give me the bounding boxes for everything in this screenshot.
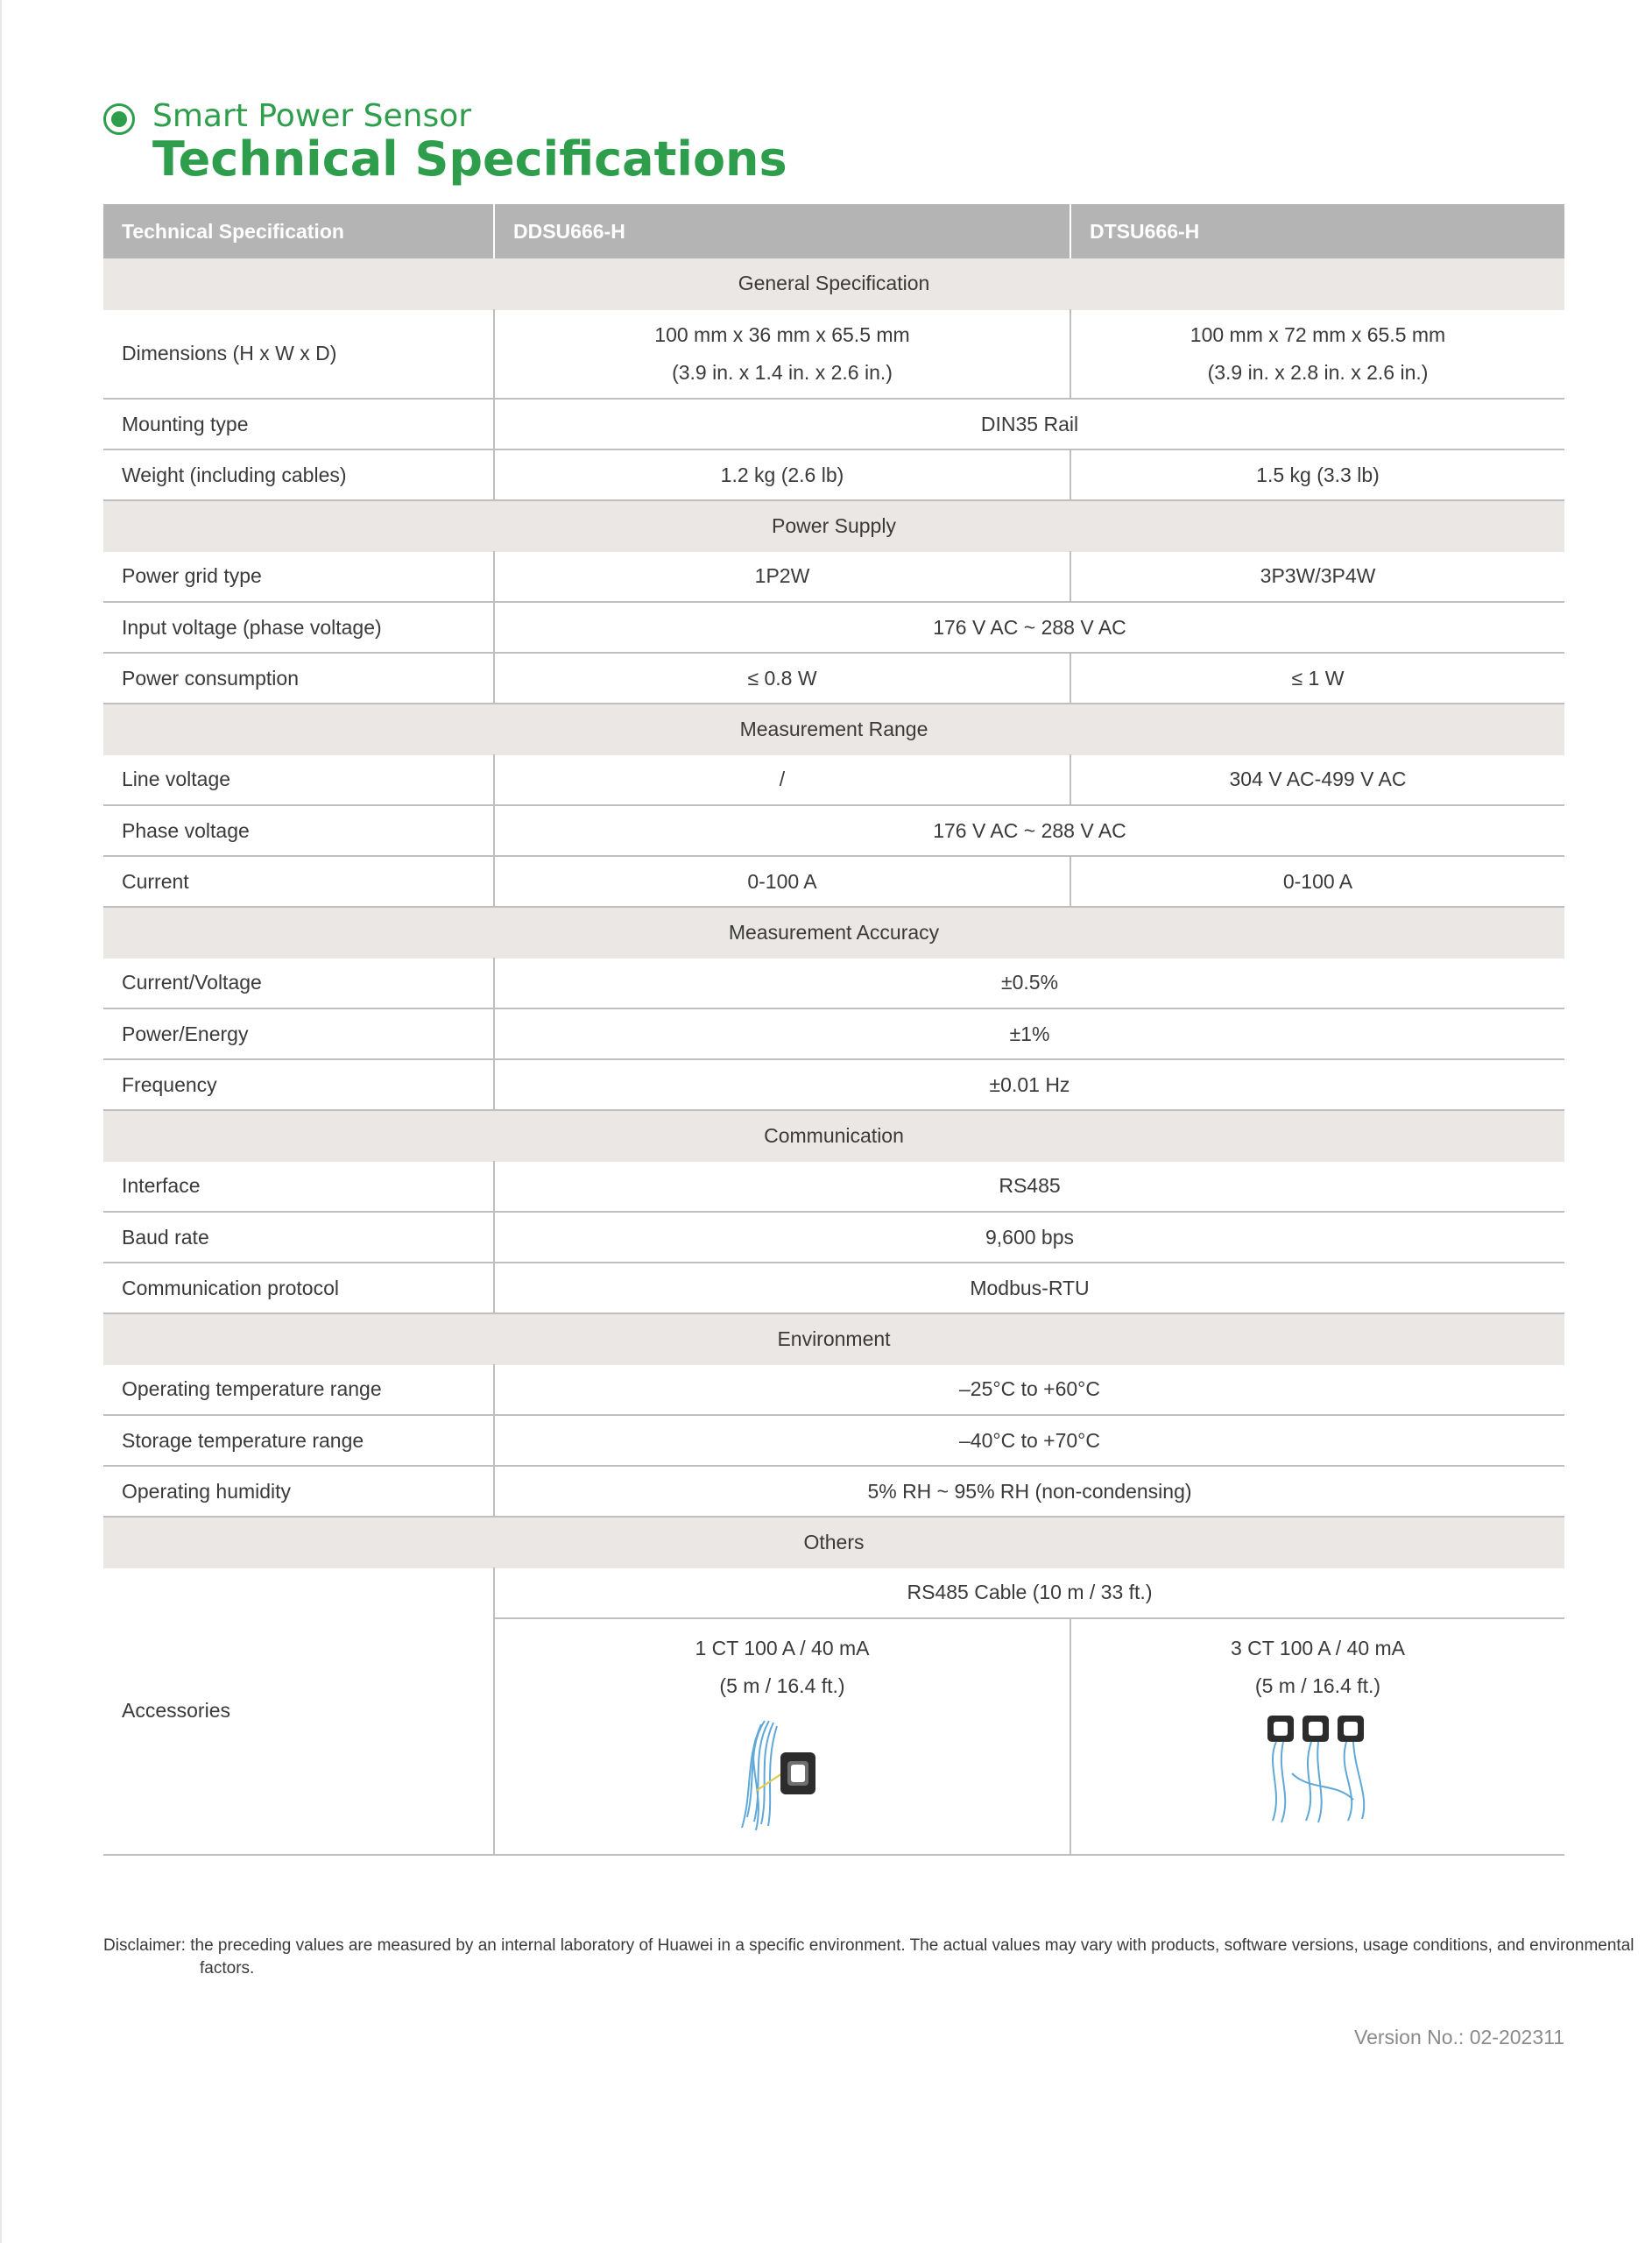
row-label: Weight (including cables)	[103, 449, 494, 500]
cell-value: 176 V AC ~ 288 V AC	[494, 602, 1564, 653]
table-row	[103, 449, 1564, 500]
section-title: Environment	[103, 1313, 1564, 1364]
row-label: Power grid type	[103, 551, 494, 602]
section-row	[103, 907, 1564, 958]
row-label: Storage temperature range	[103, 1415, 494, 1466]
table-row	[103, 309, 1564, 399]
table-row	[103, 754, 1564, 805]
row-label: Baud rate	[103, 1212, 494, 1263]
cell-value: –25°C to +60°C	[494, 1364, 1564, 1415]
cell-value: RS485 Cable (10 m / 33 ft.)	[494, 1567, 1564, 1618]
cell-value: /	[494, 754, 1070, 805]
row-label: Operating humidity	[103, 1466, 494, 1517]
cell-value: ±0.01 Hz	[494, 1059, 1564, 1110]
row-label: Mounting type	[103, 399, 494, 449]
table-row	[103, 1263, 1564, 1313]
table-row	[103, 399, 1564, 449]
row-label: Current	[103, 856, 494, 907]
row-label: Power/Energy	[103, 1008, 494, 1059]
column-header: DTSU666-H	[1070, 204, 1564, 258]
section-row	[103, 1313, 1564, 1364]
cell-value: ≤ 0.8 W	[494, 653, 1070, 704]
cell-value: 100 mm x 36 mm x 65.5 mm (3.9 in. x 1.4 in. x 2.6 in.)	[494, 309, 1070, 399]
table-row	[103, 653, 1564, 704]
cell-value: ≤ 1 W	[1070, 653, 1564, 704]
cell-value: 3 CT 100 A / 40 mA (5 m / 16.4 ft.)	[1070, 1618, 1564, 1855]
cell-value: 304 V AC-499 V AC	[1070, 754, 1564, 805]
disclaimer: Disclaimer: the preceding values are measured by an internal laboratory of Huawei in a specific environment. The actual values may vary with products, software versions, usage conditions, and environmental factors.	[103, 1936, 1634, 1978]
brand-circle-icon	[103, 103, 135, 135]
table-row	[103, 551, 1564, 602]
version-number: Version No.: 02-202311	[1354, 2026, 1564, 2048]
row-label: Accessories	[103, 1567, 494, 1855]
cell-value: RS485	[494, 1161, 1564, 1212]
section-title: Communication	[103, 1110, 1564, 1161]
table-row	[103, 1161, 1564, 1212]
table-row	[103, 958, 1564, 1008]
table-row	[103, 1008, 1564, 1059]
page-subtitle: Smart Power Sensor	[152, 98, 472, 134]
section-row	[103, 1110, 1564, 1161]
section-title: Measurement Range	[103, 704, 1564, 754]
row-label: Communication protocol	[103, 1263, 494, 1313]
table-row	[103, 805, 1564, 856]
table-row	[103, 856, 1564, 907]
row-label: Frequency	[103, 1059, 494, 1110]
cell-value: –40°C to +70°C	[494, 1415, 1564, 1466]
row-label: Current/Voltage	[103, 958, 494, 1008]
single-ct-clamp-image	[730, 1712, 835, 1835]
cell-value: 1 CT 100 A / 40 mA (5 m / 16.4 ft.)	[494, 1618, 1070, 1855]
cell-value: DIN35 Rail	[494, 399, 1564, 449]
cell-value: 1.5 kg (3.3 lb)	[1070, 449, 1564, 500]
column-header: DDSU666-H	[494, 204, 1070, 258]
cell-value: 1P2W	[494, 551, 1070, 602]
cell-value: 0-100 A	[494, 856, 1070, 907]
section-title: Others	[103, 1517, 1564, 1567]
column-header: Technical Specification	[103, 204, 494, 258]
table-row	[103, 1059, 1564, 1110]
table-row	[103, 1466, 1564, 1517]
table-row	[103, 1567, 1564, 1618]
row-label: Power consumption	[103, 653, 494, 704]
section-row	[103, 704, 1564, 754]
section-title: General Specification	[103, 258, 1564, 309]
cell-value: 5% RH ~ 95% RH (non-condensing)	[494, 1466, 1564, 1517]
row-label: Interface	[103, 1161, 494, 1212]
section-title: Measurement Accuracy	[103, 907, 1564, 958]
table-header-row	[103, 204, 1564, 258]
page-title: Technical Specifications	[152, 131, 787, 187]
table-row	[103, 1212, 1564, 1263]
cell-value: 0-100 A	[1070, 856, 1564, 907]
section-row	[103, 500, 1564, 551]
table-row	[103, 602, 1564, 653]
cell-value: ±0.5%	[494, 958, 1564, 1008]
cell-value: 176 V AC ~ 288 V AC	[494, 805, 1564, 856]
cell-value: 9,600 bps	[494, 1212, 1564, 1263]
row-label: Operating temperature range	[103, 1364, 494, 1415]
page-edge	[0, 0, 2, 2243]
cell-value: 1.2 kg (2.6 lb)	[494, 449, 1070, 500]
section-row	[103, 258, 1564, 309]
section-row	[103, 1517, 1564, 1567]
cell-value: 100 mm x 72 mm x 65.5 mm (3.9 in. x 2.8 in. x 2.6 in.)	[1070, 309, 1564, 399]
cell-value: Modbus-RTU	[494, 1263, 1564, 1313]
table-row	[103, 1364, 1564, 1415]
row-label: Dimensions (H x W x D)	[103, 309, 494, 399]
table-row	[103, 1415, 1564, 1466]
cell-value: 3P3W/3P4W	[1070, 551, 1564, 602]
section-title: Power Supply	[103, 500, 1564, 551]
row-label: Phase voltage	[103, 805, 494, 856]
spec-table	[103, 204, 1564, 1856]
row-label: Line voltage	[103, 754, 494, 805]
cell-value: ±1%	[494, 1008, 1564, 1059]
row-label: Input voltage (phase voltage)	[103, 602, 494, 653]
triple-ct-clamp-image	[1257, 1712, 1380, 1826]
